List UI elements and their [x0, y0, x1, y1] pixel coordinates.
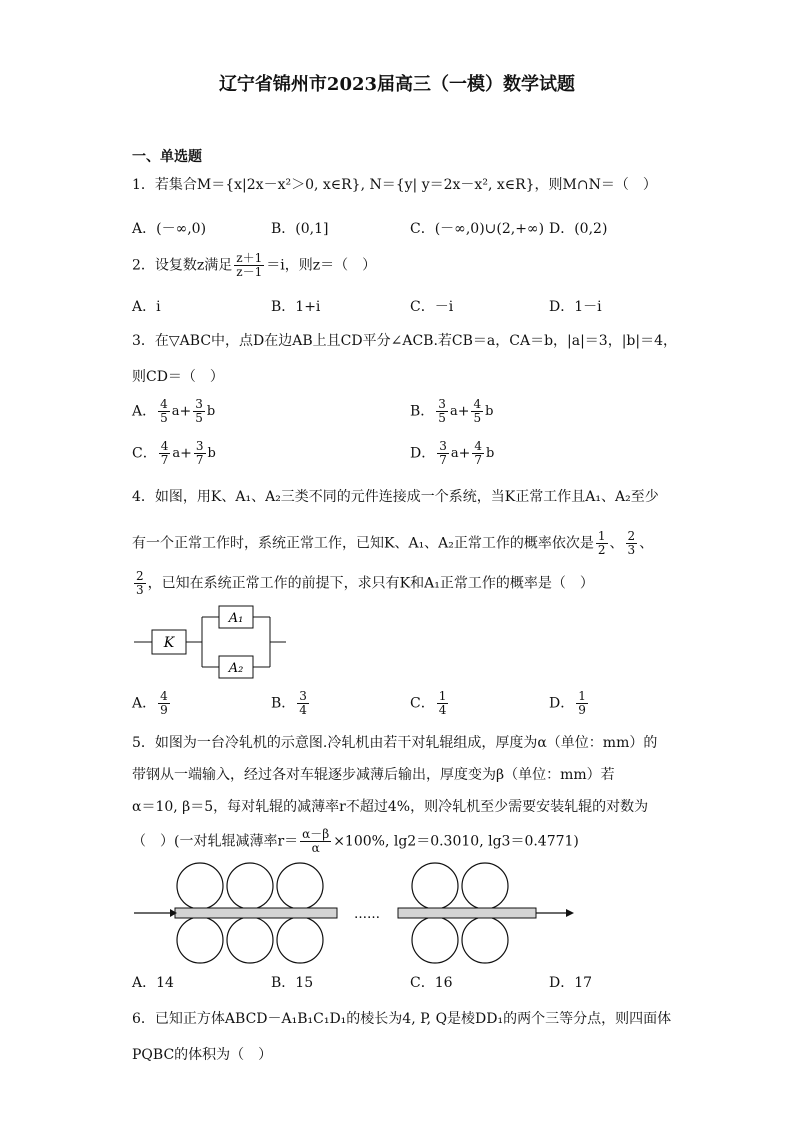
bottom-roller: [462, 917, 508, 963]
q4-prob-k: [596, 530, 608, 557]
q3-b-frac2: [471, 398, 483, 425]
top-roller: [412, 863, 458, 909]
q4-d-label: D．: [549, 695, 575, 712]
question-6-line2: PQBC的体积为（ ）: [132, 1047, 273, 1063]
q5-line4-text: （ ）(一对轧辊减薄率r＝: [132, 833, 299, 850]
frac-numerator: 1: [597, 529, 606, 543]
frac-denominator: 9: [578, 703, 586, 717]
frac-denominator: 7: [160, 453, 169, 467]
frac-denominator: 3: [136, 583, 144, 597]
bottom-roller: [412, 917, 458, 963]
top-roller: [277, 863, 323, 909]
question-5-line2: 带钢从一端输入，经过各对车辊逐步减薄后输出，厚度变为β（单位：mm）若: [132, 767, 615, 783]
q4-prob-a2: [134, 570, 146, 597]
frac-numerator: 3: [195, 397, 203, 411]
frac-denominator: 7: [474, 453, 483, 467]
vector-a: a: [172, 446, 181, 461]
frac-denominator: 3: [627, 543, 636, 557]
frac-numerator: 2: [136, 569, 144, 583]
q5-option-a[interactable]: A．14: [132, 975, 174, 991]
q2-suffix: ＝i，则z＝（ ）: [266, 257, 377, 274]
vector-b: b: [485, 404, 494, 419]
frac-denominator: 9: [160, 703, 168, 717]
q5-rate-fraction: [300, 828, 331, 855]
q2-option-a[interactable]: A．i: [132, 299, 161, 315]
frac-numerator: 4: [160, 397, 168, 411]
q2-option-b[interactable]: B．1+i: [271, 299, 321, 315]
q5-line4-tail: ×100%, lg2＝0.3010, lg3＝0.4771): [333, 833, 579, 850]
frac-denominator: 5: [195, 411, 203, 425]
q3-option-d[interactable]: [410, 440, 494, 467]
section-heading: 一、单选题: [132, 149, 202, 165]
q4-a-frac: [158, 690, 170, 717]
q2-fraction: [234, 252, 264, 279]
q3-c-frac2: [194, 440, 206, 467]
separator: 、: [639, 535, 654, 552]
frac-denominator: 4: [299, 703, 307, 717]
q1-option-d[interactable]: D．(0,2): [549, 221, 608, 237]
frac-numerator: 2: [627, 529, 636, 543]
frac-numerator: 3: [299, 689, 307, 703]
frac-numerator: 3: [438, 397, 446, 411]
q5-option-b[interactable]: B．15: [271, 975, 314, 991]
frac-numerator: 4: [160, 439, 169, 453]
bottom-roller: [227, 917, 273, 963]
page-title: 辽宁省锦州市2023届高三（一模）数学试题: [218, 74, 576, 95]
q5-option-d[interactable]: D．17: [549, 975, 593, 991]
vector-b: b: [207, 446, 216, 461]
plus-sign: +: [179, 403, 192, 420]
q4-b-label: B．: [271, 695, 296, 712]
q2-fraction-denominator: z－1: [236, 265, 263, 279]
q3-a-frac2: [193, 398, 205, 425]
q3-option-b[interactable]: [410, 398, 493, 425]
q4-option-d[interactable]: [549, 690, 590, 717]
question-5-line4: [132, 828, 579, 855]
q4-prob-a1: [626, 530, 638, 557]
frac-numerator: 4: [160, 689, 168, 703]
top-roller: [462, 863, 508, 909]
q4-option-a[interactable]: [132, 690, 172, 717]
frac-denominator: α: [311, 841, 320, 855]
q2-prefix: 2．设复数z满足: [132, 257, 233, 274]
top-roller: [227, 863, 273, 909]
q3-a-label: A．: [132, 403, 157, 420]
q3-b-label: B．: [410, 403, 435, 420]
question-6: 6．已知正方体ABCD－A₁B₁C₁D₁的棱长为4, P, Q是棱DD₁的两个三等分点，则四面体: [132, 1011, 672, 1027]
q3-option-a[interactable]: [132, 398, 215, 425]
label-k: K: [163, 635, 175, 651]
q3-option-c[interactable]: [132, 440, 216, 467]
q1-option-c[interactable]: C．(－∞,0)∪(2,+∞): [410, 221, 545, 237]
q4-option-b[interactable]: [271, 690, 311, 717]
frac-numerator: 4: [473, 397, 482, 411]
frac-numerator: 3: [439, 439, 447, 453]
frac-denominator: 4: [438, 703, 447, 717]
q3-a-frac1: [158, 398, 170, 425]
q3-b-frac1: [436, 398, 448, 425]
frac-denominator: 7: [439, 453, 447, 467]
separator: 、: [609, 535, 624, 552]
steel-strip-right: [398, 908, 536, 918]
question-3: 3．在▽ABC中，点D在边AB上且CD平分∠ACB.若CB＝a，CA＝b，|a|＝3，|b|＝4，: [132, 333, 678, 349]
q5-option-c[interactable]: C．16: [410, 975, 453, 991]
q4-line2-text: 有一个正常工作时，系统正常工作，已知K、A₁、A₂正常工作的概率依次是: [132, 535, 594, 552]
q2-option-c[interactable]: C．－i: [410, 299, 454, 315]
question-3-line2: 则CD＝（ ）: [132, 369, 224, 385]
question-2: [132, 252, 376, 279]
frac-numerator: α－β: [302, 827, 330, 841]
frac-numerator: 1: [578, 689, 586, 703]
q3-d-frac2: [472, 440, 484, 467]
frac-numerator: 1: [438, 689, 447, 703]
output-arrowhead: [566, 909, 574, 917]
vector-a: a: [171, 404, 180, 419]
q4-c-frac: [437, 690, 449, 717]
question-4-line2: [132, 530, 653, 557]
frac-denominator: 5: [160, 411, 168, 425]
steel-strip-left: [175, 908, 337, 918]
frac-denominator: 5: [473, 411, 482, 425]
vector-a: a: [449, 404, 458, 419]
q3-c-frac1: [159, 440, 171, 467]
q4-line3-text: ，已知在系统正常工作的前提下，求只有K和A₁正常工作的概率是（ ）: [147, 575, 594, 592]
frac-denominator: 5: [438, 411, 446, 425]
frac-numerator: 4: [474, 439, 483, 453]
question-4: 4．如图，用K、A₁、A₂三类不同的元件连接成一个系统，当K正常工作且A₁、A₂至少: [132, 489, 659, 505]
q4-option-c[interactable]: [410, 690, 450, 717]
plus-sign: +: [458, 445, 471, 462]
q4-b-frac: [297, 690, 309, 717]
circuit-diagram: [130, 600, 290, 686]
plus-sign: +: [180, 445, 192, 462]
vector-a: a: [450, 446, 459, 461]
label-a1: A₁: [228, 611, 244, 626]
q3-d-frac1: [437, 440, 449, 467]
label-a2: A₂: [228, 661, 244, 676]
rolling-mill-diagram: [130, 858, 580, 968]
question-1: 1．若集合M＝{x|2x－x²＞0, x∈R}, N＝{y| y＝2x－x², x∈R}，则M∩N＝（ ）: [132, 177, 657, 193]
q4-a-label: A．: [132, 695, 157, 712]
q4-c-label: C．: [410, 695, 435, 712]
q4-d-frac: [576, 690, 588, 717]
frac-numerator: 3: [195, 439, 204, 453]
frac-denominator: 7: [195, 453, 204, 467]
bottom-roller: [177, 917, 223, 963]
plus-sign: +: [457, 403, 470, 420]
ellipsis-dots: ……: [354, 907, 380, 922]
q1-option-b[interactable]: B．(0,1]: [271, 221, 329, 237]
top-roller: [177, 863, 223, 909]
q1-option-a[interactable]: A．(－∞,0): [132, 221, 207, 237]
q3-d-label: D．: [410, 445, 436, 462]
question-4-line3: [132, 570, 594, 597]
q3-c-label: C．: [132, 445, 157, 462]
vector-b: b: [486, 446, 495, 461]
question-5: 5．如图为一台冷轧机的示意图.冷轧机由若干对轧辊组成，厚度为α（单位：mm）的: [132, 735, 658, 751]
q2-option-d[interactable]: D．1－i: [549, 299, 602, 315]
frac-denominator: 2: [597, 543, 606, 557]
bottom-roller: [277, 917, 323, 963]
q2-fraction-numerator: z＋1: [236, 251, 263, 265]
vector-b: b: [206, 404, 216, 419]
question-5-line3: α＝10, β＝5，每对轧辊的减薄率r不超过4%，则冷轧机至少需要安装轧辊的对数为: [132, 799, 649, 815]
